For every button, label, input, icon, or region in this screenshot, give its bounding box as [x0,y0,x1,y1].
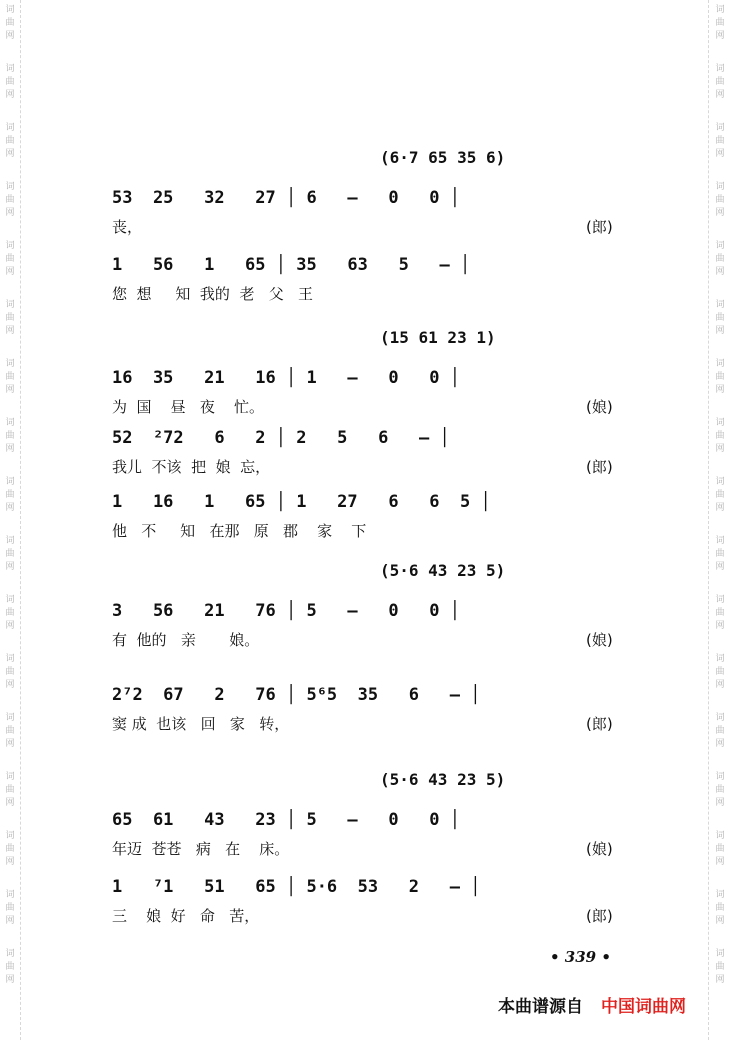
watermark-char: 网 [5,562,15,572]
watermark-char: 曲 [5,726,15,736]
watermark-char: 词 [5,241,15,251]
watermark-char: 曲 [715,903,725,913]
watermark-char: 曲 [715,667,725,677]
watermark-char: 网 [715,562,725,572]
watermark-group [712,181,728,220]
watermark-char: 曲 [715,372,725,382]
notation-line: 53 25 32 27 │ 6 — 0 0 │ [112,188,460,208]
watermark-char: 网 [715,680,725,690]
watermark-group [712,830,728,869]
watermark-char: 词 [5,300,15,310]
notation-line: 1 16 1 65 │ 1 27 6 6 5 │ [112,492,491,512]
left-watermark-strip [2,0,18,1040]
role-marker: (郎) [586,715,613,733]
watermark-char: 词 [715,477,725,487]
watermark-char: 曲 [715,962,725,972]
watermark-char: 曲 [715,490,725,500]
instrumental-interlude: (5·6 43 23 5) [380,561,506,580]
watermark-char: 曲 [5,313,15,323]
watermark-char: 词 [5,5,15,15]
watermark-char: 曲 [5,844,15,854]
watermark-char: 曲 [5,903,15,913]
watermark-char: 网 [5,798,15,808]
watermark-char: 词 [715,831,725,841]
watermark-char: 曲 [715,549,725,559]
watermark-char: 词 [715,241,725,251]
lyric-line: 我儿 不该 把 娘 忘， [112,458,271,476]
page-number: • 339 • [550,948,611,966]
watermark-char: 网 [715,149,725,159]
watermark-group [2,889,18,928]
watermark-char: 网 [5,680,15,690]
instrumental-interlude: (5·6 43 23 5) [380,770,506,789]
watermark-group [2,830,18,869]
watermark-char: 曲 [5,372,15,382]
watermark-char: 网 [715,385,725,395]
watermark-char: 网 [715,798,725,808]
watermark-group [712,240,728,279]
lyric-line: 他 不 知 在那 原 郡 家 下 [112,522,367,540]
footer-source-label: 本曲谱源自 [498,997,583,1017]
watermark-group [712,299,728,338]
watermark-char: 网 [5,975,15,985]
watermark-group [712,122,728,161]
watermark-char: 曲 [715,608,725,618]
watermark-char: 曲 [5,785,15,795]
watermark-char: 曲 [5,608,15,618]
watermark-char: 网 [715,31,725,41]
watermark-group [2,181,18,220]
watermark-char: 曲 [5,962,15,972]
watermark-group [2,122,18,161]
watermark-group [712,476,728,515]
instrumental-interlude: (15 61 23 1) [380,328,496,347]
watermark-char: 曲 [5,431,15,441]
watermark-char: 词 [5,64,15,74]
watermark-char: 曲 [715,195,725,205]
watermark-char: 网 [5,916,15,926]
role-marker: (娘) [586,398,613,416]
watermark-char: 词 [5,359,15,369]
watermark-group [712,417,728,456]
watermark-group [712,948,728,987]
watermark-char: 网 [715,739,725,749]
watermark-char: 词 [715,772,725,782]
watermark-char: 曲 [715,77,725,87]
watermark-char: 词 [5,831,15,841]
watermark-group [2,358,18,397]
watermark-group [712,712,728,751]
watermark-group [2,476,18,515]
watermark-group [712,358,728,397]
watermark-char: 网 [715,208,725,218]
watermark-char: 网 [5,90,15,100]
watermark-group [712,535,728,574]
watermark-group [712,771,728,810]
instrumental-interlude: (6·7 65 35 6) [380,148,506,167]
watermark-char: 网 [5,857,15,867]
role-marker: (郎) [586,907,613,925]
lyric-line: 为 国 昼 夜 忙。 [112,398,264,416]
watermark-char: 网 [5,149,15,159]
footer-site-name: 中国词曲网 [601,997,686,1017]
lyric-line: 您 想 知 我的 老 父 王 [112,285,314,303]
watermark-char: 曲 [5,490,15,500]
watermark-char: 曲 [5,136,15,146]
watermark-char: 词 [715,300,725,310]
watermark-group [712,63,728,102]
lyric-line: 三 娘 好 命 苦， [112,907,260,925]
watermark-char: 网 [5,31,15,41]
lyric-line: 有 他的 亲 娘。 [112,631,260,649]
watermark-char: 曲 [5,18,15,28]
watermark-char: 词 [715,5,725,15]
watermark-char: 词 [715,713,725,723]
watermark-group [2,535,18,574]
watermark-char: 曲 [5,667,15,677]
watermark-char: 网 [715,503,725,513]
watermark-char: 网 [5,385,15,395]
role-marker: (娘) [586,631,613,649]
watermark-group [712,653,728,692]
watermark-char: 网 [5,621,15,631]
watermark-char: 网 [715,975,725,985]
watermark-char: 曲 [715,431,725,441]
watermark-char: 曲 [715,254,725,264]
watermark-group [2,4,18,43]
notation-line: 1 56 1 65 │ 35 63 5 — │ [112,255,471,275]
watermark-char: 词 [5,595,15,605]
watermark-char: 网 [715,444,725,454]
watermark-char: 曲 [715,18,725,28]
source-footer [498,992,686,1017]
watermark-char: 网 [715,326,725,336]
watermark-char: 曲 [5,195,15,205]
watermark-group [2,63,18,102]
watermark-group [2,417,18,456]
notation-line: 1 ⁷1 51 65 │ 5·6 53 2 — │ [112,877,481,897]
role-marker: (郎) [586,458,613,476]
watermark-char: 曲 [715,313,725,323]
watermark-char: 词 [5,890,15,900]
role-marker: (郎) [586,218,613,236]
notation-line: 16 35 21 16 │ 1 — 0 0 │ [112,368,460,388]
watermark-char: 网 [715,621,725,631]
watermark-group [2,594,18,633]
watermark-group [712,4,728,43]
watermark-char: 曲 [5,549,15,559]
watermark-char: 曲 [715,726,725,736]
notation-line: 52 ²72 6 2 │ 2 5 6 — │ [112,428,450,448]
watermark-char: 词 [5,772,15,782]
watermark-char: 词 [5,123,15,133]
watermark-char: 网 [5,739,15,749]
watermark-char: 词 [715,182,725,192]
watermark-char: 词 [5,536,15,546]
watermark-char: 网 [715,90,725,100]
watermark-char: 曲 [5,254,15,264]
watermark-group [2,653,18,692]
notation-line: 2⁷2 67 2 76 │ 5⁶5 35 6 — │ [112,685,481,705]
role-marker: (娘) [586,840,613,858]
watermark-char: 曲 [715,844,725,854]
watermark-char: 词 [715,123,725,133]
notation-line: 3 56 21 76 │ 5 — 0 0 │ [112,601,460,621]
watermark-char: 词 [5,713,15,723]
watermark-char: 网 [5,267,15,277]
watermark-char: 曲 [715,136,725,146]
watermark-char: 词 [715,359,725,369]
lyric-line: 年迈 苍苍 病 在 床。 [112,840,290,858]
watermark-group [2,771,18,810]
watermark-char: 网 [5,444,15,454]
watermark-char: 网 [715,857,725,867]
watermark-group [2,240,18,279]
right-watermark-strip [712,0,728,1040]
watermark-char: 曲 [715,785,725,795]
watermark-group [712,889,728,928]
watermark-char: 词 [5,949,15,959]
watermark-char: 词 [715,64,725,74]
watermark-group [2,948,18,987]
watermark-char: 词 [5,182,15,192]
watermark-char: 网 [715,267,725,277]
notation-line: 65 61 43 23 │ 5 — 0 0 │ [112,810,460,830]
watermark-char: 词 [715,890,725,900]
watermark-char: 词 [5,418,15,428]
watermark-char: 词 [715,949,725,959]
watermark-char: 词 [715,595,725,605]
watermark-char: 词 [715,654,725,664]
watermark-char: 词 [715,536,725,546]
watermark-char: 词 [715,418,725,428]
watermark-group [2,299,18,338]
watermark-group [712,594,728,633]
lyric-line: 丧， [112,218,143,236]
lyric-line: 窦 成 也该 回 家 转， [112,715,290,733]
watermark-char: 网 [5,208,15,218]
watermark-char: 网 [5,326,15,336]
watermark-group [2,712,18,751]
watermark-char: 网 [715,916,725,926]
watermark-char: 网 [5,503,15,513]
watermark-char: 词 [5,654,15,664]
watermark-char: 曲 [5,77,15,87]
watermark-char: 词 [5,477,15,487]
